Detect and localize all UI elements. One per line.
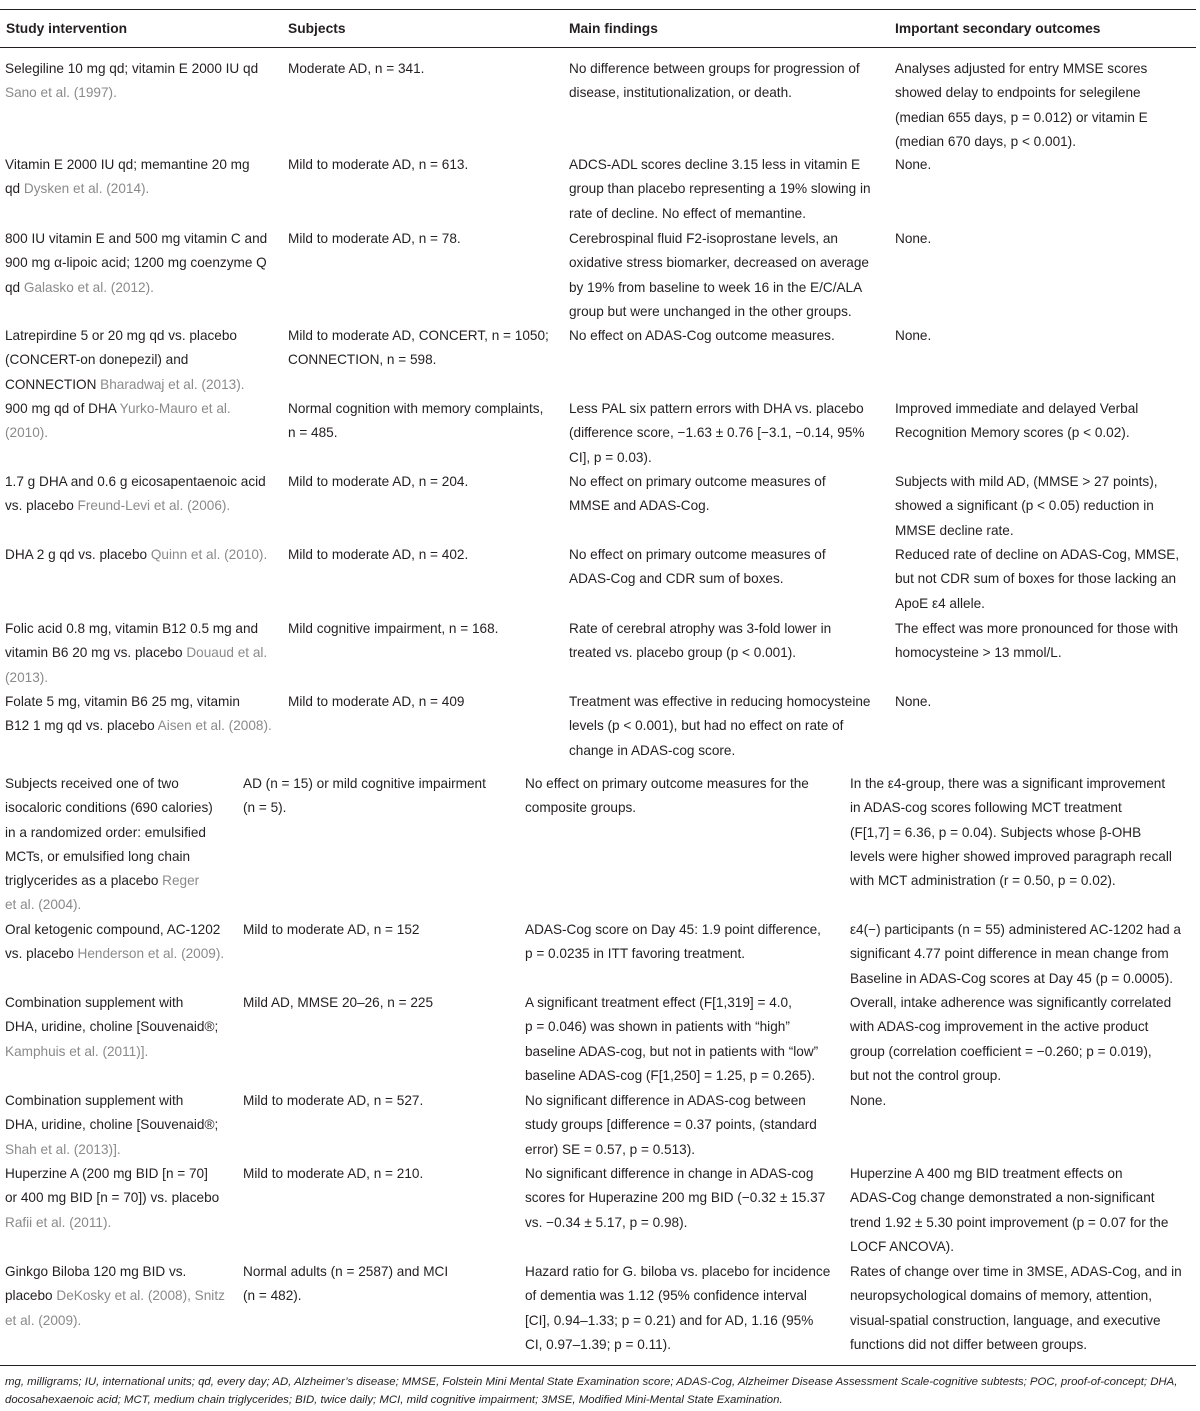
intervention-text: Selegiline 10 mg qd; vitamin E 2000 IU qd <box>5 61 259 76</box>
citation-link[interactable]: Quinn et al. (2010). <box>150 547 268 562</box>
cell-findings: Less PAL six pattern errors with DHA vs. placebo (difference score, −1.63 ± 0.76 [−3.1, −0.14, 95% CI], p = 0.03). <box>569 401 865 465</box>
cell-intervention <box>5 1260 237 1333</box>
citation-link[interactable]: Galasko et al. (2012). <box>23 279 154 295</box>
header-subjects: Subjects <box>288 21 346 36</box>
cell-secondary: Overall, intake adherence was significantly correlated with ADAS-cog improvement in the active product group (correlation coefficient = −0.260; p = 0.019), but not the control group. <box>850 995 1172 1083</box>
cell-findings: Treatment was effective in reducing homocysteine levels (p < 0.001), but had no effect on rate of change in ADAS-cog score. <box>569 694 871 758</box>
intervention-text: Huperzine A (200 mg BID [n = 70] or 400 mg BID [n = 70]) vs. placebo <box>5 1166 220 1206</box>
cell-secondary: Reduced rate of decline on ADAS-Cog, MMSE, but not CDR sum of boxes for those lacking an ApoE ε4 allele. <box>895 547 1180 611</box>
cell-findings: Cerebrospinal fluid F2-isoprostane levels, an oxidative stress biomarker, decreased on average by 19% from baseline to week 16 in the E/C/ALA group but were unchanged in the other groups. <box>569 231 869 319</box>
cell-subjects: Moderate AD, n = 341. <box>288 61 425 76</box>
citation-link[interactable]: Reger et al. (2004). <box>5 873 200 913</box>
cell-secondary: None. <box>895 328 932 343</box>
cell-subjects: AD (n = 15) or mild cognitive impairment (n = 5). <box>243 776 486 816</box>
cell-intervention <box>5 153 282 202</box>
citation-link[interactable]: Kamphuis et al. (2011)]. <box>5 1043 149 1059</box>
cell-findings: ADAS-Cog score on Day 45: 1.9 point difference, p = 0.0235 in ITT favoring treatment. <box>525 922 821 962</box>
intervention-text: Folate 5 mg, vitamin B6 25 mg, vitamin B12 1 mg qd vs. placebo <box>5 694 240 734</box>
intervention-text: Ginkgo Biloba 120 mg BID vs. placebo <box>5 1264 187 1304</box>
citation-link[interactable]: Yurko-Mauro et al. (2010). <box>5 401 231 441</box>
citation-link[interactable]: Sano et al. (1997). <box>5 85 117 101</box>
cell-intervention <box>5 1162 237 1235</box>
citation-link[interactable]: Bharadwaj et al. (2013). <box>100 376 245 392</box>
citation-link[interactable]: Shah et al. (2013)]. <box>5 1141 121 1157</box>
intervention-text: 800 IU vitamin E and 500 mg vitamin C and 900 mg α-lipoic acid; 1200 mg coenzyme Q qd <box>5 231 268 295</box>
cell-findings: No significant difference in change in ADAS-cog scores for Huperazine 200 mg BID (−0.32 ± 15.37 vs. −0.34 ± 5.17, p = 0.98). <box>525 1166 826 1230</box>
cell-secondary: Subjects with mild AD, (MMSE > 27 points), showed a significant (p < 0.05) reduction in MMSE decline rate. <box>895 474 1158 538</box>
cell-subjects: Mild to moderate AD, n = 409 <box>288 694 465 709</box>
cell-subjects: Mild to moderate AD, n = 613. <box>288 157 469 172</box>
cell-intervention <box>5 470 282 519</box>
cell-secondary: Improved immediate and delayed Verbal Recognition Memory scores (p < 0.02). <box>895 401 1139 441</box>
header-main-findings: Main findings <box>569 21 658 36</box>
cell-intervention <box>5 397 282 446</box>
cell-intervention <box>5 617 282 690</box>
cell-intervention <box>5 57 282 106</box>
cell-findings: Hazard ratio for G. biloba vs. placebo for incidence of dementia was 1.12 (95% confidence interval [CI], 0.94–1.33; p = 0.21) and for AD, 1.16 (95% CI, 0.97–1.39; p = 0.11). <box>525 1264 831 1352</box>
cell-findings: ADCS-ADL scores decline 3.15 less in vitamin E group than placebo representing a 19% slowing in rate of decline. No effect of memantine. <box>569 157 871 221</box>
header-rule <box>0 47 1196 48</box>
cell-intervention <box>5 772 237 918</box>
cell-subjects: Mild to moderate AD, n = 78. <box>288 231 461 246</box>
citation-link[interactable]: Douaud et al. (2013). <box>5 645 268 685</box>
top-rule <box>0 9 1196 10</box>
cell-secondary: The effect was more pronounced for those with homocysteine > 13 mmol/L. <box>895 621 1179 661</box>
bottom-rule <box>0 1365 1196 1366</box>
cell-intervention <box>5 991 237 1064</box>
cell-subjects: Mild AD, MMSE 20–26, n = 225 <box>243 995 434 1010</box>
cell-subjects: Mild to moderate AD, n = 210. <box>243 1166 424 1181</box>
header-study-intervention: Study intervention <box>6 21 128 36</box>
table-footnote: mg, milligrams; IU, international units; qd, every day; AD, Alzheimer’s disease; MMSE, Folstein Mini Mental State Examination score; ADAS-Cog, Alzheimer Disease Assessment Scale-cognitive subtests; POC, proof-of-concept; DHA, docosahexaenoic acid; MCT, medium chain triglycerides; BID, twice daily; MCI, mild cognitive impairment; 3MSE, Modified Mini-Mental State Examination. <box>5 1376 1178 1406</box>
cell-secondary: Analyses adjusted for entry MMSE scores showed delay to endpoints for selegilene (median 655 days, p = 0.012) or vitamin E (median 670 days, p < 0.001). <box>895 61 1148 149</box>
cell-findings: No significant difference in ADAS-cog between study groups [difference = 0.37 points, (standard error) SE = 0.57, p = 0.513). <box>525 1093 817 1157</box>
intervention-text: Folic acid 0.8 mg, vitamin B12 0.5 mg and vitamin B6 20 mg vs. placebo <box>5 621 259 661</box>
cell-intervention <box>5 918 237 967</box>
citation-link[interactable]: Freund-Levi et al. (2006). <box>77 498 231 514</box>
intervention-text: Combination supplement with DHA, uridine, choline [Souvenaid®; <box>5 1093 219 1133</box>
cell-secondary: In the ε4-group, there was a significant improvement in ADAS-cog scores following MCT treatment (F[1,7] = 6.36, p = 0.04). Subjects whose β-OHB levels were higher showed improved paragraph recall with MCT administration (r = 0.50, p = 0.02). <box>850 776 1172 889</box>
cell-subjects: Mild to moderate AD, n = 204. <box>288 474 469 489</box>
intervention-text: DHA 2 g qd vs. placebo <box>5 547 148 562</box>
cell-intervention <box>5 543 282 567</box>
cell-findings: No difference between groups for progression of disease, institutionalization, or death. <box>569 61 860 101</box>
citation-link[interactable]: Aisen et al. (2008). <box>157 718 272 734</box>
cell-secondary: None. <box>850 1093 887 1108</box>
citation-link[interactable]: DeKosky et al. (2008), Snitz et al. (2009). <box>5 1288 225 1328</box>
cell-subjects: Normal cognition with memory complaints, n = 485. <box>288 401 544 441</box>
cell-secondary: None. <box>895 231 932 246</box>
intervention-text: Latrepirdine 5 or 20 mg qd vs. placebo (CONCERT-on donepezil) and CONNECTION <box>5 328 237 392</box>
cell-findings: Rate of cerebral atrophy was 3-fold lower in treated vs. placebo group (p < 0.001). <box>569 621 832 661</box>
cell-subjects: Normal adults (n = 2587) and MCI (n = 482). <box>243 1264 449 1304</box>
cell-subjects: Mild to moderate AD, n = 152 <box>243 922 420 937</box>
cell-findings: A significant treatment effect (F[1,319] = 4.0, p = 0.046) was shown in patients with “high” baseline ADAS-cog, but not in patients with “low” baseline ADAS-cog (F[1,250] = 1.25, p = 0.265). <box>525 995 819 1083</box>
intervention-text: 900 mg qd of DHA <box>5 401 117 416</box>
cell-intervention <box>5 324 282 397</box>
cell-secondary: ε4(−) participants (n = 55) administered AC-1202 had a significant 4.77 point difference in mean change from Baseline in ADAS-Cog scores at Day 45 (p = 0.0005). <box>850 922 1181 986</box>
cell-intervention <box>5 690 282 739</box>
cell-secondary: Huperzine A 400 mg BID treatment effects on ADAS-Cog change demonstrated a non-significant trend 1.92 ± 5.30 point improvement (p = 0.07 for the LOCF ANCOVA). <box>850 1166 1169 1254</box>
cell-subjects: Mild to moderate AD, CONCERT, n = 1050; CONNECTION, n = 598. <box>288 328 549 368</box>
citation-link[interactable]: Rafii et al. (2011). <box>5 1214 112 1230</box>
cell-findings: No effect on primary outcome measures of ADAS-Cog and CDR sum of boxes. <box>569 547 826 587</box>
intervention-text: Subjects received one of two isocaloric conditions (690 calories) in a randomized order: emulsified MCTs, or emulsified long chain triglycerides as a placebo <box>5 776 213 889</box>
cell-subjects: Mild to moderate AD, n = 527. <box>243 1093 424 1108</box>
cell-secondary: None. <box>895 694 932 709</box>
cell-intervention <box>5 227 282 300</box>
intervention-text: Oral ketogenic compound, AC-1202 vs. placebo <box>5 922 221 962</box>
cell-findings: No effect on ADAS-Cog outcome measures. <box>569 328 835 343</box>
cell-findings: No effect on primary outcome measures of MMSE and ADAS-Cog. <box>569 474 826 514</box>
cell-subjects: Mild cognitive impairment, n = 168. <box>288 621 499 636</box>
cell-secondary: Rates of change over time in 3MSE, ADAS-Cog, and in neuropsychological domains of memory, attention, visual-spatial construction, language, and executive functions did not differ between groups. <box>850 1264 1182 1352</box>
cell-intervention <box>5 1089 237 1162</box>
citation-link[interactable]: Henderson et al. (2009). <box>77 946 225 962</box>
intervention-text: 1.7 g DHA and 0.6 g eicosapentaenoic acid vs. placebo <box>5 474 266 514</box>
intervention-text: Vitamin E 2000 IU qd; memantine 20 mg qd <box>5 157 250 197</box>
citation-link[interactable]: Dysken et al. (2014). <box>23 181 150 197</box>
cell-secondary: None. <box>895 157 932 172</box>
header-secondary-outcomes: Important secondary outcomes <box>895 21 1101 36</box>
cell-findings: No effect on primary outcome measures for the composite groups. <box>525 776 809 816</box>
intervention-text: Combination supplement with DHA, uridine, choline [Souvenaid®; <box>5 995 219 1035</box>
cell-subjects: Mild to moderate AD, n = 402. <box>288 547 469 562</box>
